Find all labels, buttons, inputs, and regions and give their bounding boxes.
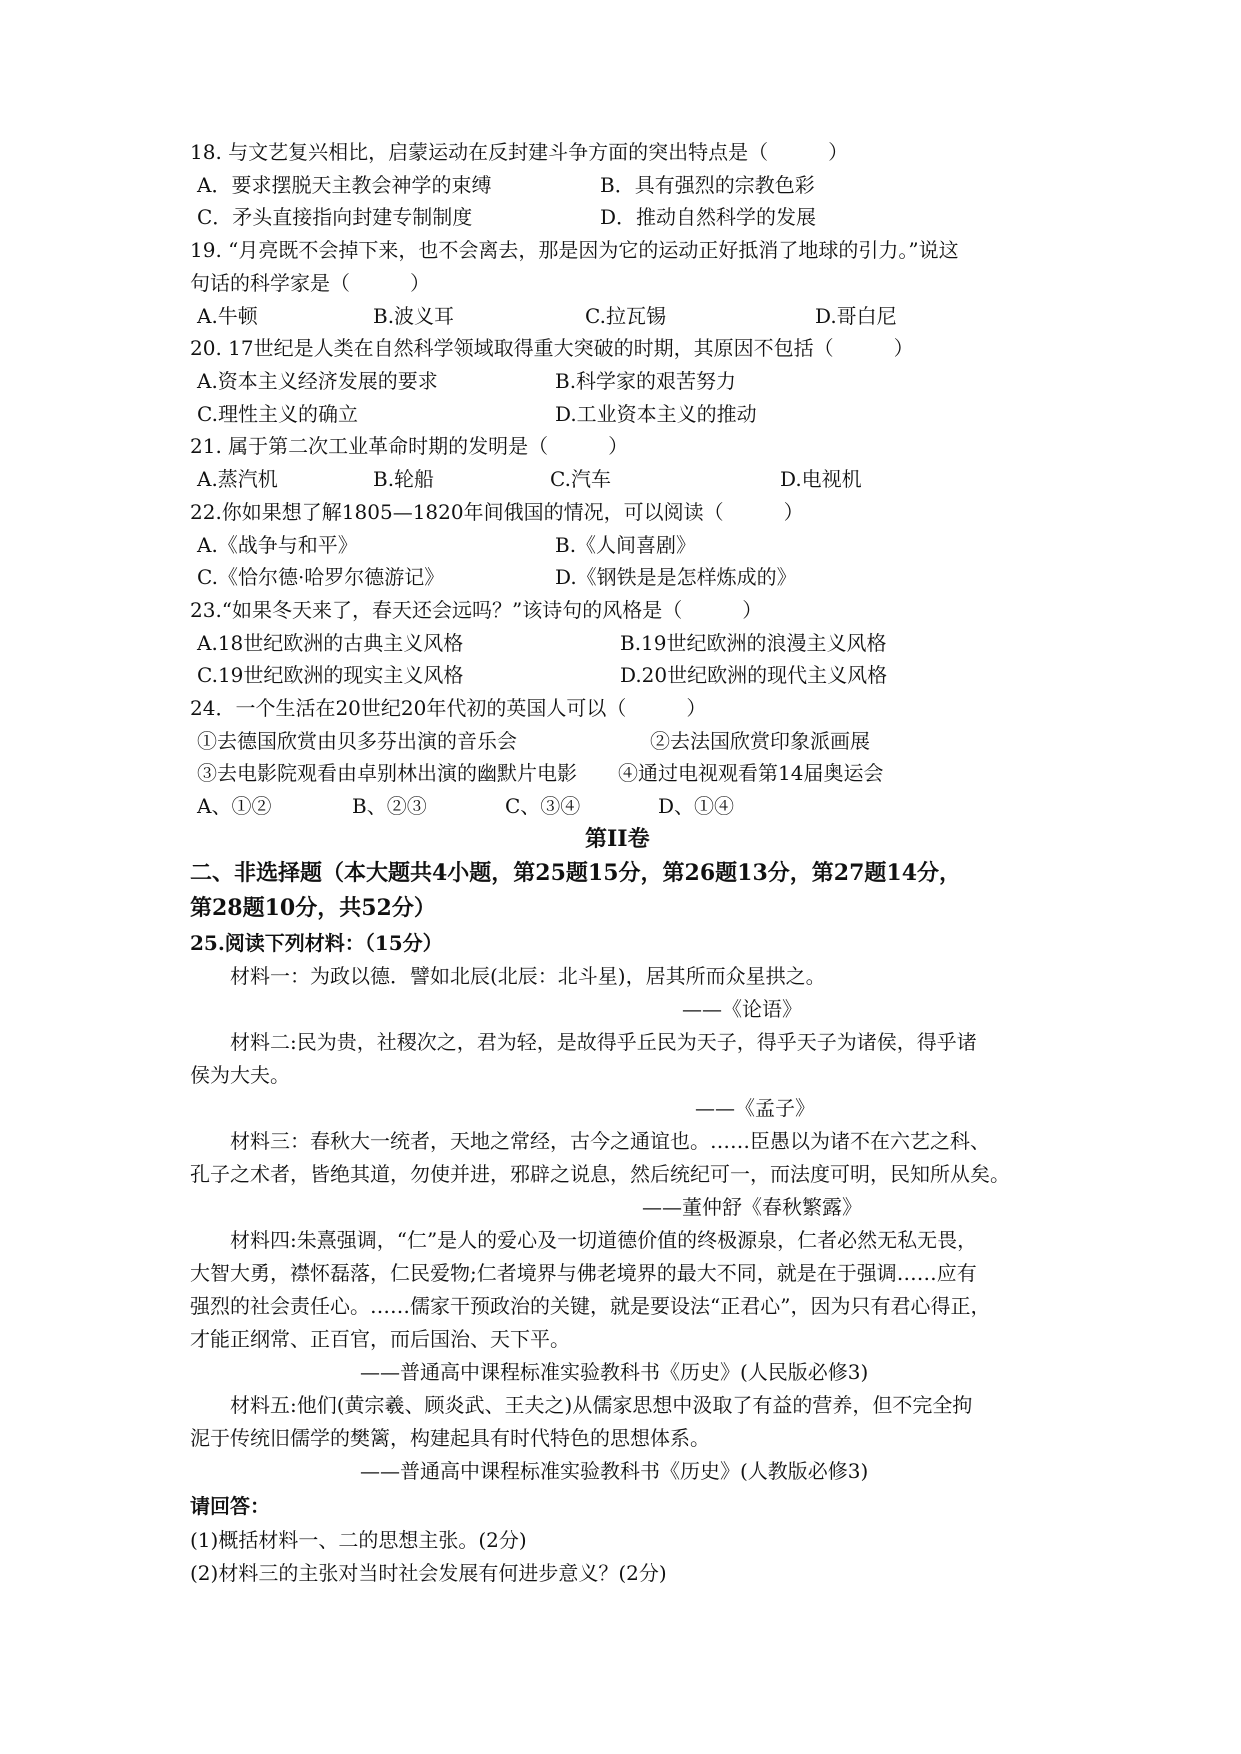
q22-option-c: C.《恰尔德·哈罗尔德游记》 [197,565,445,589]
q18-option-a: A．要求摆脱天主教会神学的束缚 [197,173,492,197]
q19-option-b: B.波义耳 [373,304,455,328]
q20-option-d: D.工业资本主义的推动 [555,402,757,426]
q18-stem: 18. 与文艺复兴相比，启蒙运动在反封建斗争方面的突出特点是（ ） [190,140,849,164]
q25-material-3-line2: 孔子之术者，皆绝其道，勿使并进，邪辟之说息，然后统纪可一，而法度可明，民知所从矣。 [190,1162,1010,1186]
q25-material-2-line2: 侯为大夫。 [190,1063,290,1087]
q25-material-4-source: ——普通高中课程标准实验教科书《历史》(人民版必修3) [360,1360,869,1384]
q20-option-c: C.理性主义的确立 [197,402,358,426]
q21-stem: 21. 属于第二次工业革命时期的发明是（ ） [190,434,629,458]
q25-material-4-line3: 强烈的社会责任心。……儒家干预政治的关键，就是要设法“正君心”，因为只有君心得正， [190,1294,991,1318]
q25-subquestion-1: (1)概括材料一、二的思想主张。(2分) [190,1528,527,1552]
part2-header-line1: 二、非选择题（本大题共4小题，第25题15分，第26题13分，第27题14分， [190,860,962,886]
q25-material-5-source: ——普通高中课程标准实验教科书《历史》(人教版必修3) [360,1459,869,1483]
q19-stem-line2: 句话的科学家是（ ） [190,271,430,295]
q24-item-4: ④通过电视观看第14届奥运会 [618,761,884,785]
q25-material-2-source: ——《孟子》 [695,1096,815,1120]
q22-option-a: A.《战争与和平》 [197,533,358,557]
q23-option-c: C.19世纪欧洲的现实主义风格 [197,663,464,687]
q24-item-1: ①去德国欣赏由贝多芬出演的音乐会 [197,729,517,753]
q22-option-d: D.《钢铁是是怎样炼成的》 [555,565,797,589]
q25-subquestion-2: (2)材料三的主张对当时社会发展有何进步意义？(2分) [190,1561,667,1585]
q24-item-2: ②去法国欣赏印象派画展 [650,729,870,753]
q20-option-a: A.资本主义经济发展的要求 [197,369,438,393]
part2-title: 第II卷 [585,826,650,852]
q25-title: 25.阅读下列材料：（15分） [190,931,443,955]
q25-ask-label: 请回答： [190,1494,270,1518]
q24-stem: 24．一个生活在20世纪20年代初的英国人可以（ ） [190,696,707,720]
q22-stem: 22.你如果想了解1805—1820年间俄国的情况，可以阅读（ ） [190,500,804,524]
part2-header-line2: 第28题10分，共52分） [190,895,436,921]
q25-material-1-source: ——《论语》 [682,997,802,1021]
q23-stem: 23.“如果冬天来了，春天还会远吗？”该诗句的风格是（ ） [190,598,763,622]
q24-option-d: D、①④ [658,794,735,818]
q23-option-a: A.18世纪欧洲的古典主义风格 [197,631,464,655]
q19-stem-line1: 19. “月亮既不会掉下来，也不会离去，那是因为它的运动正好抵消了地球的引力。”说这 [190,238,959,262]
q21-option-b: B.轮船 [373,467,435,491]
q19-option-d: D.哥白尼 [815,304,897,328]
q25-material-2-line1: 材料二:民为贵，社稷次之，君为轻，是故得乎丘民为天子，得乎天子为诸侯，得乎诸 [230,1030,977,1054]
q25-material-3-line1: 材料三：春秋大一统者，天地之常经，古今之通谊也。……臣愚以为诸不在六艺之科、 [230,1129,990,1153]
q23-option-d: D.20世纪欧洲的现代主义风格 [620,663,888,687]
q25-material-5-line2: 泥于传统旧儒学的樊篱，构建起具有时代特色的思想体系。 [190,1426,710,1450]
q23-option-b: B.19世纪欧洲的浪漫主义风格 [620,631,887,655]
q18-option-b: B．具有强烈的宗教色彩 [600,173,815,197]
q25-material-4-line2: 大智大勇，襟怀磊落，仁民爱物;仁者境界与佛老境界的最大不同，就是在于强调……应有 [190,1261,977,1285]
q22-option-b: B.《人间喜剧》 [555,533,697,557]
q25-material-4-line4: 才能正纲常、正百官，而后国治、天下平。 [190,1327,570,1351]
q21-option-a: A.蒸汽机 [197,467,278,491]
q20-option-b: B.科学家的艰苦努力 [555,369,737,393]
q20-stem: 20. 17世纪是人类在自然科学领域取得重大突破的时期，其原因不包括（ ） [190,336,914,360]
q19-option-c: C.拉瓦锡 [585,304,666,328]
q24-option-a: A、①② [197,794,272,818]
q19-option-a: A.牛顿 [197,304,258,328]
q24-option-c: C、③④ [505,794,581,818]
q18-option-c: C．矛头直接指向封建专制制度 [197,205,473,229]
q25-material-4-line1: 材料四:朱熹强调，“仁”是人的爱心及一切道德价值的终极源泉，仁者必然无私无畏， [230,1228,978,1252]
q25-material-5-line1: 材料五:他们(黄宗羲、顾炎武、王夫之)从儒家思想中汲取了有益的营养，但不完全拘 [230,1393,973,1417]
q21-option-d: D.电视机 [780,467,862,491]
q21-option-c: C.汽车 [550,467,611,491]
q24-option-b: B、②③ [352,794,427,818]
q25-material-1: 材料一：为政以德．譬如北辰(北辰：北斗星)，居其所而众星拱之。 [230,964,826,988]
q18-option-d: D．推动自然科学的发展 [600,205,817,229]
q24-item-3: ③去电影院观看由卓别林出演的幽默片电影 [197,761,577,785]
q25-material-3-source: ——董仲舒《春秋繁露》 [642,1195,862,1219]
